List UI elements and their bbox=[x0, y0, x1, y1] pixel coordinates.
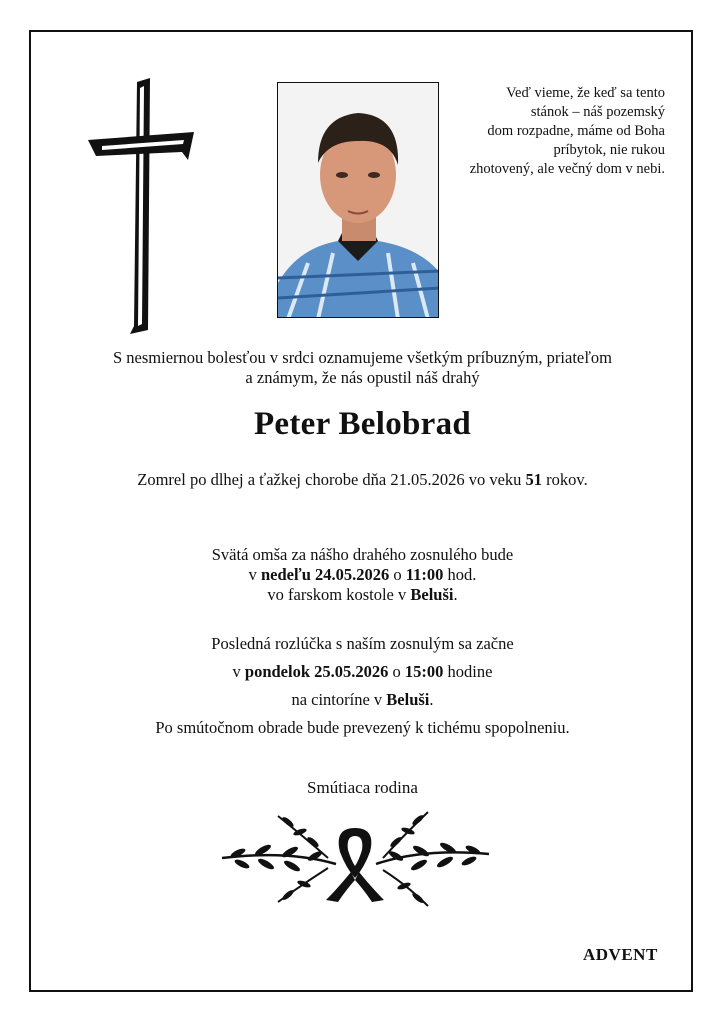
cross-icon bbox=[88, 78, 198, 334]
farewell-time: 15:00 bbox=[404, 662, 444, 681]
mass-mid: o bbox=[389, 565, 406, 584]
death-age: 51 bbox=[525, 470, 543, 489]
family-signature: Smútiaca rodina bbox=[307, 778, 418, 797]
mass-date: nedeľu 24.05.2026 bbox=[260, 565, 390, 584]
mass-place: Beluši bbox=[410, 585, 454, 604]
farewell-line: Posledná rozlúčka s naším zosnulým sa začne bbox=[211, 634, 514, 653]
farewell-info bbox=[40, 630, 685, 742]
announcement-intro bbox=[40, 348, 685, 388]
farewell-line bbox=[40, 658, 685, 686]
intro-line: a známym, že nás opustil náš drahý bbox=[245, 368, 480, 387]
farewell-line: Po smútočnom obrade bude prevezený k tichému spopolneniu. bbox=[155, 718, 570, 737]
farewell-pre: v bbox=[232, 662, 245, 681]
farewell-mid: o bbox=[388, 662, 405, 681]
mass-time: 11:00 bbox=[405, 565, 444, 584]
farewell-date: pondelok 25.05.2026 bbox=[244, 662, 389, 681]
bible-quote bbox=[455, 84, 665, 179]
portrait-photo bbox=[277, 82, 439, 318]
death-info bbox=[40, 470, 685, 490]
death-suffix: rokov. bbox=[542, 470, 588, 489]
quote-line: Veď vieme, že keď sa tento bbox=[506, 85, 665, 101]
intro-line: S nesmiernou bolesťou v srdci oznamujeme všetkým príbuzným, priateľom bbox=[112, 348, 613, 367]
mass-post: hod. bbox=[443, 565, 477, 584]
mass-place-prefix: vo farskom kostole v bbox=[267, 585, 411, 604]
mass-info bbox=[40, 545, 685, 605]
mass-line bbox=[40, 565, 685, 585]
mass-place-suffix: . bbox=[453, 585, 458, 604]
farewell-place: Beluši bbox=[386, 690, 430, 709]
quote-line: zhotovený, ale večný dom v nebi. bbox=[469, 161, 665, 177]
mass-pre: v bbox=[248, 565, 261, 584]
mass-line: Svätá omša za nášho drahého zosnulého bude bbox=[211, 545, 514, 564]
quote-line: dom rozpadne, máme od Boha bbox=[487, 123, 665, 139]
farewell-line bbox=[40, 686, 685, 714]
farewell-place-suffix: . bbox=[429, 690, 434, 709]
deceased-name: Peter Belobrad bbox=[253, 406, 472, 442]
quote-line: stánok – náš pozemský bbox=[530, 104, 665, 120]
farewell-post: hodine bbox=[443, 662, 493, 681]
death-prefix: Zomrel po dlhej a ťažkej chorobe dňa 21.05.2026 vo veku bbox=[137, 470, 526, 489]
mass-line bbox=[40, 585, 685, 605]
agency-name: ADVENT bbox=[583, 945, 658, 964]
farewell-place-prefix: na cintoríne v bbox=[291, 690, 387, 709]
mourning-ribbon-icon bbox=[218, 806, 493, 910]
quote-line: príbytok, nie rukou bbox=[553, 142, 665, 158]
